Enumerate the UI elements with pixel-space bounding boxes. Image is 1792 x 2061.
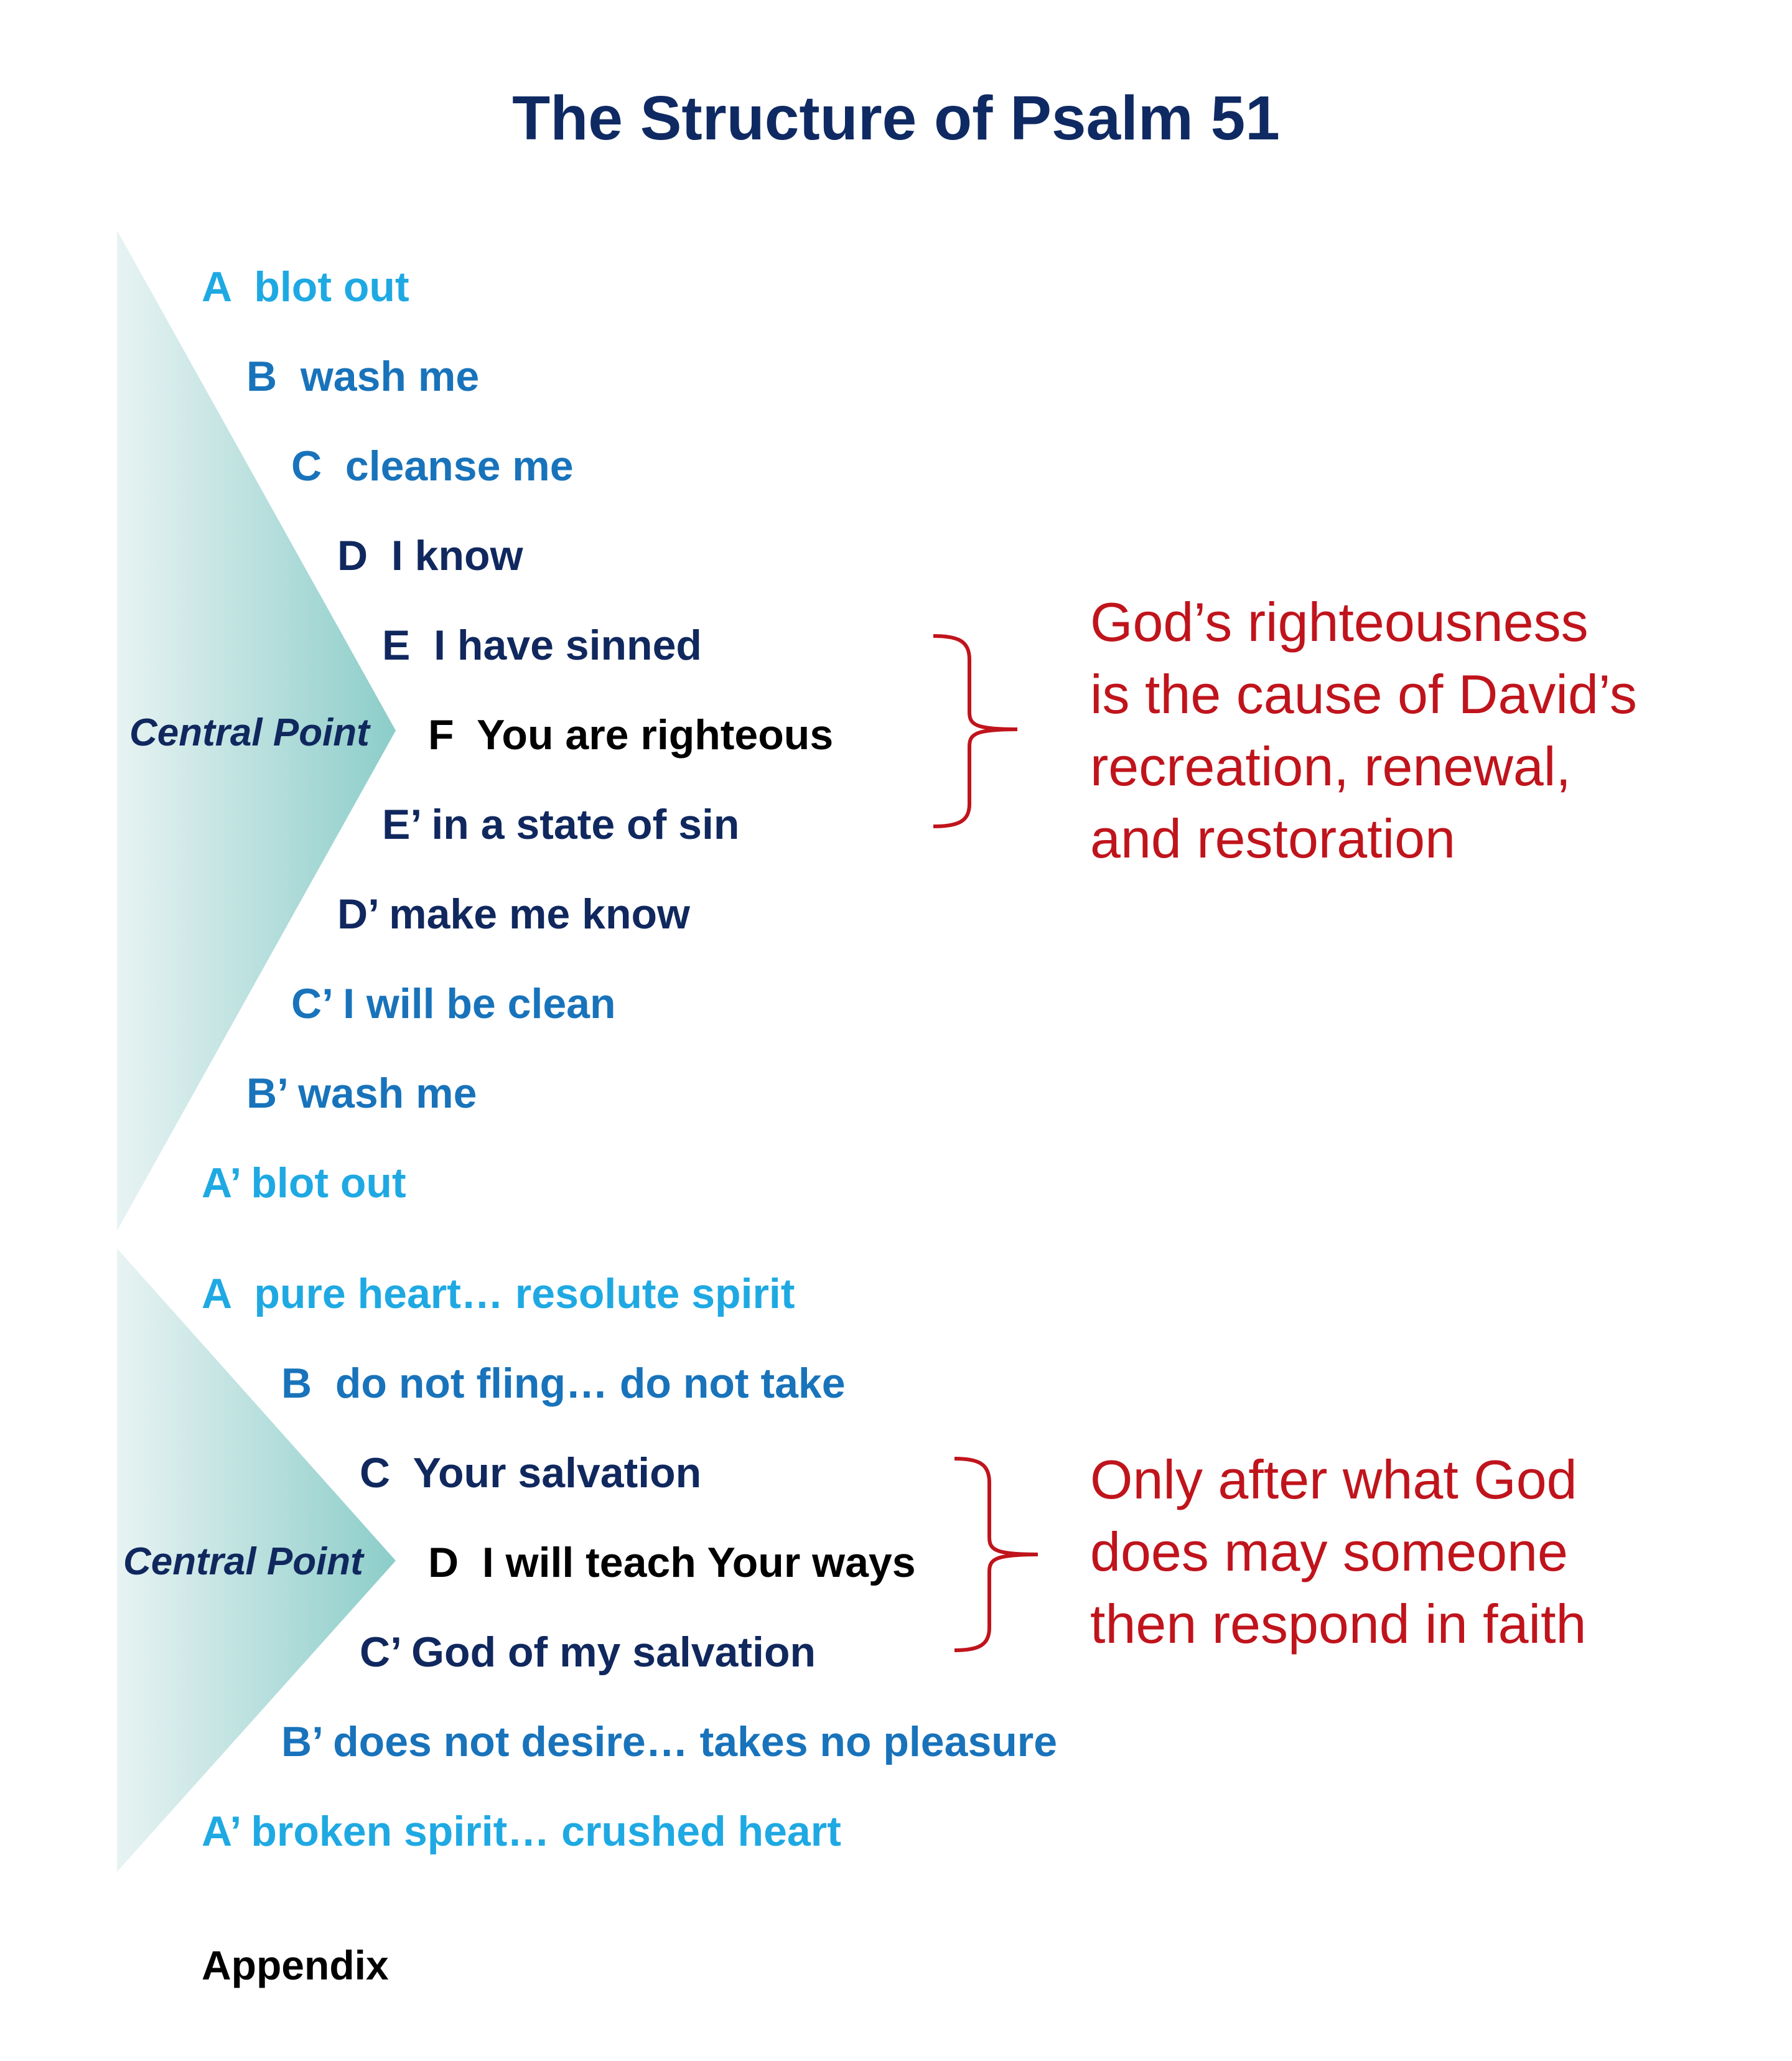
chiasm-line-c: C cleanse me: [291, 442, 574, 490]
chiasm-line-a-prime: A’ broken spirit… crushed heart: [202, 1808, 841, 1855]
chiasm-line-c-prime: C’ God of my salvation: [360, 1629, 816, 1676]
chiasm-line-b: B wash me: [246, 353, 480, 400]
chiasm-line-c-prime: C’ I will be clean: [291, 980, 616, 1027]
chiasm-line-c: C Your salvation: [360, 1449, 702, 1497]
chiasm-line-e: E I have sinned: [382, 622, 702, 669]
chiasm-line-e-prime: E’ in a state of sin: [382, 801, 740, 848]
note-1: [1090, 586, 1637, 875]
appendix-label: Appendix: [202, 1942, 389, 1988]
note-2-line: Only after what God: [1090, 1449, 1577, 1510]
chiasm-line-b: B do not fling… do not take: [281, 1360, 846, 1407]
chiasm-line-d: D I know: [337, 532, 523, 579]
central-point-label: Central Point: [129, 711, 370, 754]
central-point-label: Central Point: [123, 1540, 363, 1583]
note-1-line: and restoration: [1090, 808, 1456, 869]
bracket-2: [954, 1459, 1038, 1650]
note-2: [1090, 1444, 1586, 1660]
chiasm-line-d-center: D I will teach Your ways: [428, 1539, 916, 1586]
chiasm-line-b-prime: B’ wash me: [246, 1070, 477, 1117]
note-1-line: God’s righteousness: [1090, 591, 1589, 653]
bracket-1: [933, 636, 1017, 826]
chiasm-line-b-prime: B’ does not desire… takes no pleasure: [281, 1718, 1058, 1765]
chiasm-line-d-prime: D’ make me know: [337, 890, 690, 938]
note-1-line: recreation, renewal,: [1090, 736, 1571, 797]
note-2-line: then respond in faith: [1090, 1593, 1587, 1655]
note-2-line: does may someone: [1090, 1521, 1568, 1582]
note-1-line: is the cause of David’s: [1090, 663, 1637, 725]
chiasm-line-a-prime: A’ blot out: [202, 1159, 406, 1207]
chiasm-line-f-center: F You are righteous: [428, 711, 834, 759]
chiasm-line-a: A pure heart… resolute spirit: [202, 1270, 795, 1317]
chiasm-line-a: A blot out: [202, 263, 409, 311]
page-title: The Structure of Psalm 51: [512, 83, 1280, 153]
